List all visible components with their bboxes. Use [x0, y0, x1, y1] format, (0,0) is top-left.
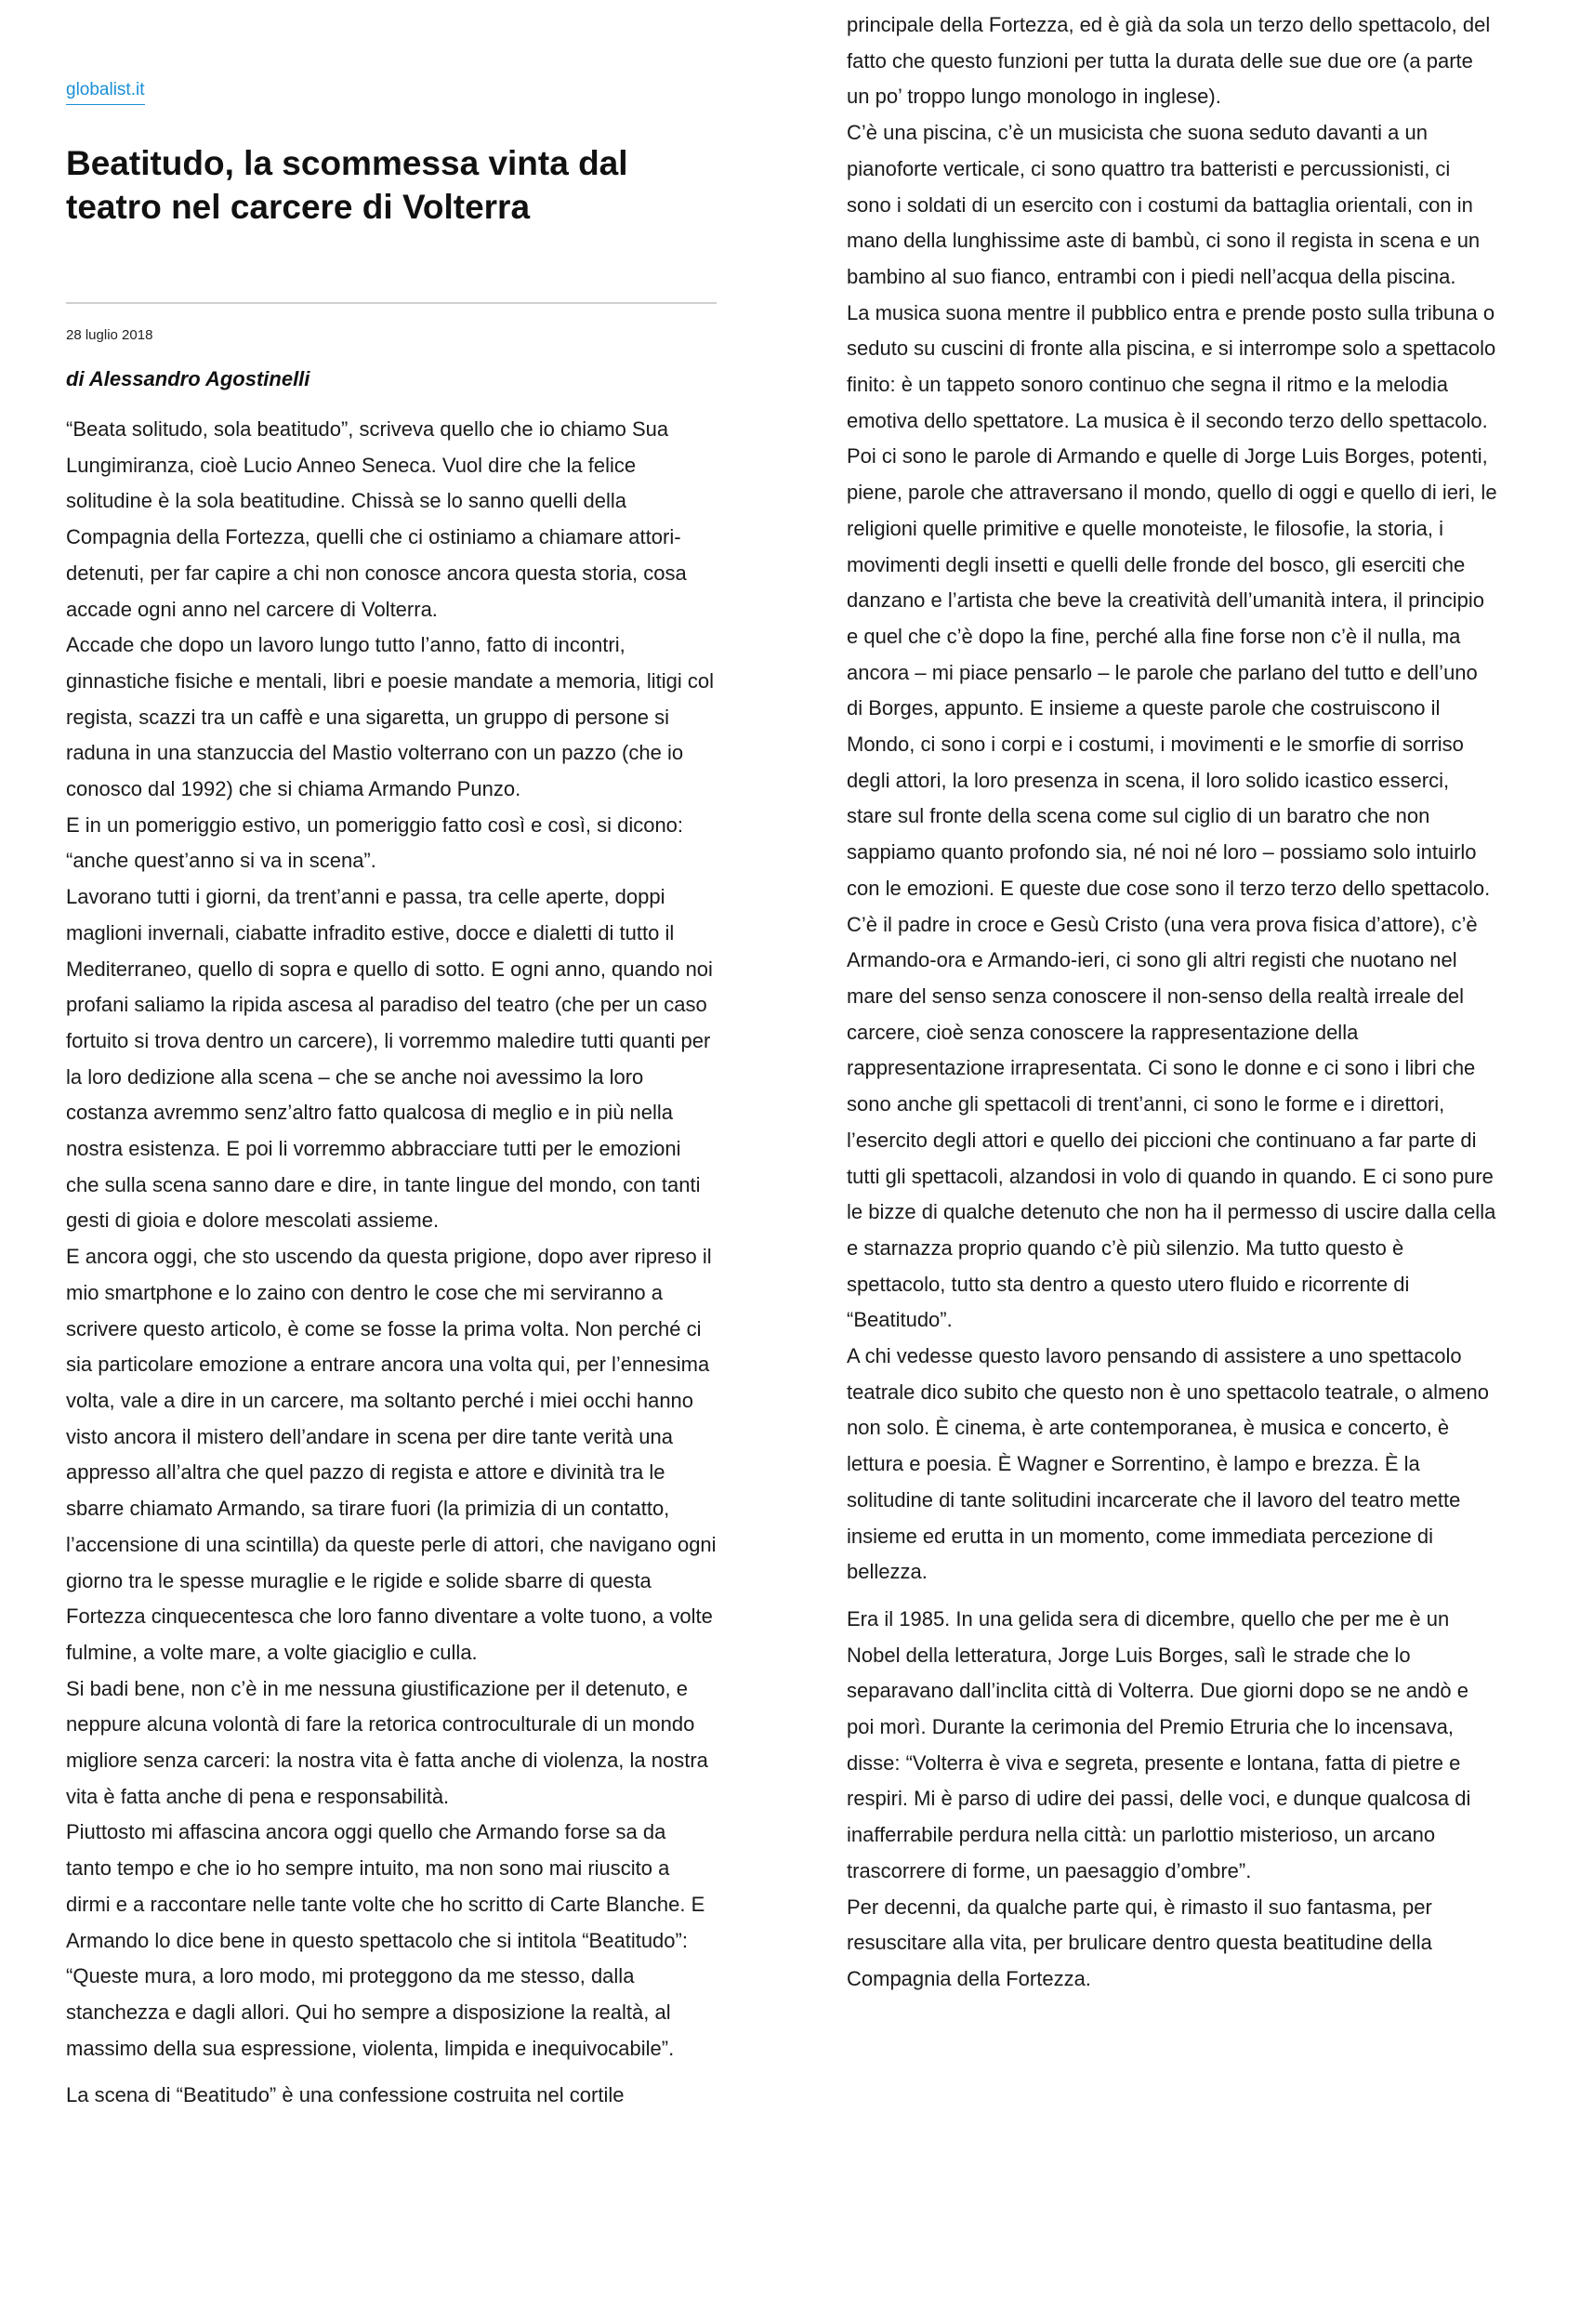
article-body-left [66, 412, 717, 2114]
paragraph: C’è il padre in croce e Gesù Cristo (una vera prova fisica d’attore), c’è Armando-ora e Armando-ieri, ci sono gli altri registi che nuotano nel mare del senso senza conoscere il non-senso della realtà irreale del carcere, cioè senza conoscere la rappresentazione della rappresentazione irrapresentata. Ci sono le donne e ci sono i libri che sono anche gli spettacoli di trent’anni, ci sono le forme e i direttori, l’esercito degli attori e quello dei piccioni che continuano a far parte di tutti gli spettacoli, alzandosi in volo di quando in quando. E ci sono pure le bizze di qualche detenuto che non ha il permesso di uscire dalla cella e starnazza proprio quando c’è più silenzio. Ma tutto questo è spettacolo, tutto sta dentro a questo utero fluido e ricorrente di “Beatitudo”. [847, 912, 1496, 1332]
title-divider [66, 302, 717, 304]
paragraph: C’è una piscina, c’è un musicista che suona seduto davanti a un pianoforte verticale, ci sono quattro tra batteristi e percussionisti, ci sono i soldati di un esercito con i costumi da battaglia orientali, con in mano della lunghissime aste di bambù, ci sono il regista in scena e un bambino al suo fianco, entrambi con i piedi nell’acqua della piscina. [847, 121, 1481, 288]
paragraph: Poi ci sono le parole di Armando e quelle di Jorge Luis Borges, potenti, piene, parole che attraversano il mondo, quello di oggi e quello di ieri, le religioni quelle primitive e quelle monoteiste, le filosofie, la storia, i movimenti degli insetti e quelli delle fronde del bosco, gli eserciti che danzano e l’artista che beve la creatività dell’umanità intera, il principio e quel che c’è dopo la fine, perché alla fine forse non c’è il nulla, ma ancora – mi piace pensarlo – le parole che parlano del tutto e dell’uno di Borges, appunto. E insieme a queste parole che costruiscono il Mondo, ci sono i corpi e i costumi, i movimenti e le smorfie di sorriso degli attori, la loro presenza in scena, il loro solido icastico esserci, stare sul fronte della scena come sul ciglio di un baratro che non sappiamo quanto profondo sia, né noi né loro – possiamo solo intuirlo con le emozioni. E queste due cose sono il terzo terzo dello spettacolo. [847, 444, 1497, 900]
paragraph: La scena di “Beatitudo” è una confessione costruita nel cortile [66, 2083, 625, 2107]
paragraph: Era il 1985. In una gelida sera di dicembre, quello che per me è un Nobel della letteratura, Jorge Luis Borges, salì le strade che lo separavano dall’inclita città di Volterra. Due giorni dopo se ne andò e poi morì. Durante la cerimonia del Premio Etruria che lo incensava, disse: “Volterra è viva e segreta, presente e lontana, fatta di pietre e respiri. Mi è parso di udire dei passi, delle voci, e dunque qualcosa di inafferrabile perdura nella città: un parlottio misterioso, un arcano trascorrere di forme, un paesaggio d’ombre”. [847, 1606, 1471, 1882]
article-body-right [847, 7, 1497, 1998]
article-date: 28 luglio 2018 [66, 327, 153, 343]
paragraph: “Beata solitudo, sola beatitudo”, scriveva quello che io chiamo Sua Lungimiranza, cioè Lucio Anneo Seneca. Vuol dire che la felice solitudine è la sola beatitudine. Chissà se lo sanno quelli della Compagnia della Fortezza, quelli che ci ostiniamo a chiamare attori-detenuti, per far capire a chi non conosce ancora questa storia, cosa accade ogni anno nel carcere di Volterra. [66, 417, 687, 621]
paragraph: Per decenni, da qualche parte qui, è rimasto il suo fantasma, per resuscitare alla vita, per brulicare dentro questa beatitudine della Compagnia della Fortezza. [847, 1895, 1432, 1990]
paragraph: Lavorano tutti i giorni, da trent’anni e passa, tra celle aperte, doppi maglioni invernali, ciabatte infradito estive, docce e dialetti di tutto il Mediterraneo, quello di sopra e quello di sotto. E ogni anno, quando noi profani saliamo la ripida ascesa al paradiso del teatro (che per un caso fortuito si trova dentro un carcere), li vorremmo maledire tutti quanti per la loro dedizione alla scena – che se anche noi avessimo la loro costanza avremmo senz’altro fatto qualcosa di meglio e in più nella nostra esistenza. E poi li vorremmo abbracciare tutti per le emozioni che sulla scena sanno dare e dire, in tante lingue del mondo, con tanti gesti di gioia e dolore mescolati assieme. [66, 885, 713, 1233]
paragraph: Accade che dopo un lavoro lungo tutto l’anno, fatto di incontri, ginnastiche fisiche e mentali, libri e poesie mandate a memoria, litigi col regista, scazzi tra un caffè e una sigaretta, un gruppo di persone si raduna in una stanzuccia del Mastio volterrano con un pazzo (che io conosco dal 1992) che si chiama Armando Punzo. [66, 633, 715, 801]
article-author: di Alessandro Agostinelli [66, 367, 310, 390]
paragraph: E ancora oggi, che sto uscendo da questa prigione, dopo aver ripreso il mio smartphone e lo zaino con dentro le cose che mi serviranno a scrivere questo articolo, è come se fosse la prima volta. Non perché ci sia particolare emozione a entrare ancora una volta qui, per l’ennesima volta, vale a dire in un carcere, ma soltanto perché i miei occhi hanno visto ancora il mistero dell’andare in scena per dire tante verità una appresso all’altra che quel pazzo di regista e attore e divinità tra le sbarre chiamato Armando, sa tirare fuori (la primizia di un contatto, l’accensione di una scintilla) da queste perle di attori, che navigano ogni giorno tra le spesse muraglie e le rigide e solide sbarre di questa Fortezza cinquecentesca che loro fanno diventare a volte tuono, a volte fulmine, a volte mare, a volte giaciglio e culla. [66, 1245, 717, 1664]
paragraph: La musica suona mentre il pubblico entra e prende posto sulla tribuna o seduto su cuscini di fronte alla piscina, e si interrompe solo a spettacolo finito: è un tappeto sonoro continuo che segna il ritmo e la melodia emotiva dello spettatore. La musica è il secondo terzo dello spettacolo. [847, 300, 1496, 432]
source-link[interactable]: globalist.it [66, 80, 145, 105]
quote-paragraph: “Queste mura, a loro modo, mi proteggono da me stesso, dalla stanchezza e dagli allori. Qui ho sempre a disposizione la realtà, al massimo della sua espressione, violenta, limpida e inequivocabile”. [66, 1964, 675, 2060]
paragraph: principale della Fortezza, ed è già da sola un terzo dello spettacolo, del fatto che questo funzioni per tutta la durata delle sue due ore (a parte un po’ troppo lungo monologo in inglese). [847, 13, 1491, 109]
paragraph: A chi vedesse questo lavoro pensando di assistere a uno spettacolo teatrale dico subito che questo non è uno spettacolo teatrale, o almeno non solo. È cinema, è arte contemporanea, è musica e concerto, è lettura e poesia. È Wagner e Sorrentino, è lampo e brezza. È la solitudine di tante solitudini incarcerate che il lavoro del teatro mette insieme ed erutta in un momento, come immediata percezione di bellezza. [847, 1344, 1490, 1584]
article-title: Beatitudo, la scommessa vinta dal teatro nel carcere di Volterra [66, 144, 628, 226]
paragraph: E in un pomeriggio estivo, un pomeriggio fatto così e così, si dicono: “anche quest’anno si va in scena”. [66, 812, 684, 873]
paragraph: Piuttosto mi affascina ancora oggi quello che Armando forse sa da tanto tempo e che io ho sempre intuito, ma non sono mai riuscito a dirmi e a raccontare nelle tante volte che ho scritto di Carte Blanche. E Armando lo dice bene in questo spettacolo che si intitola “Beatitudo”: [66, 1820, 705, 1952]
paragraph: Si badi bene, non c’è in me nessuna giustificazione per il detenuto, e neppure alcuna volontà di fare la retorica controculturale di un mondo migliore senza carceri: la nostra vita è fatta anche di violenza, la nostra vita è fatta anche di pena e responsabilità. [66, 1676, 708, 1808]
